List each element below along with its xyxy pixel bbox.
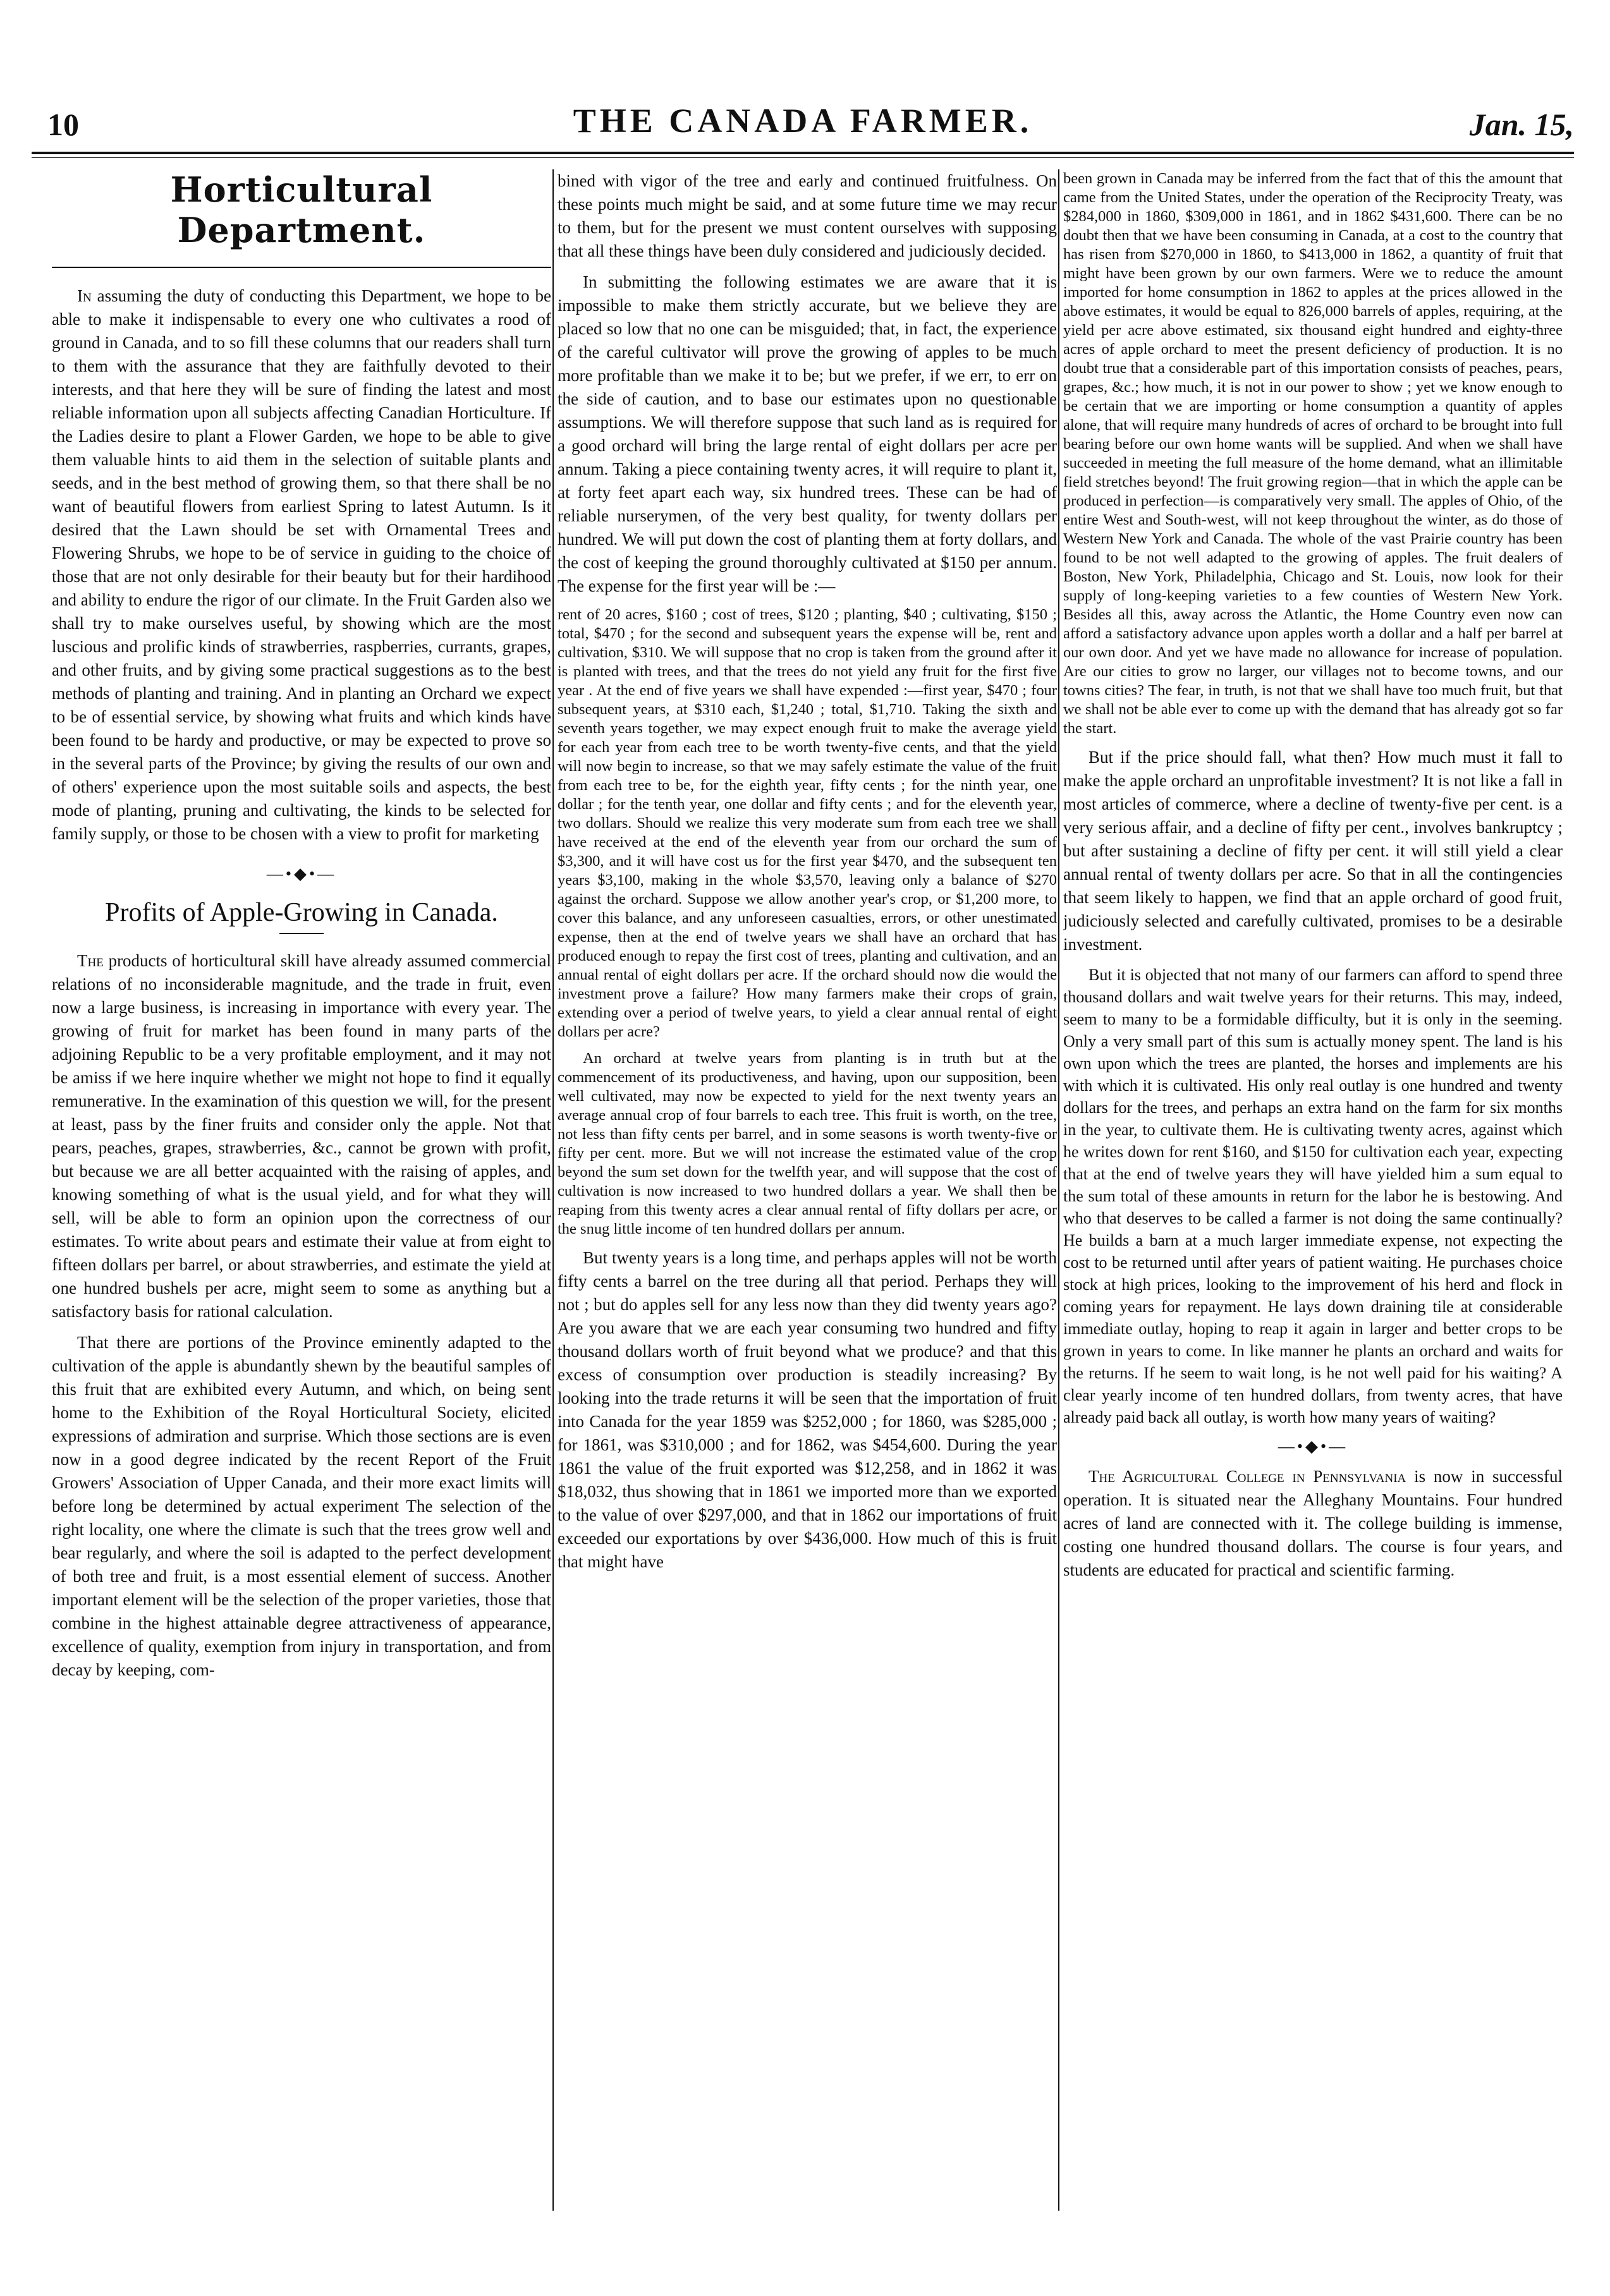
column-2: [558, 169, 1057, 2214]
section-ornament: —•◆•—: [266, 865, 337, 883]
header-rule: [32, 152, 1574, 158]
column-1: [52, 169, 551, 2214]
college-note: [1063, 1465, 1563, 1582]
article-paragraph-4: In submitting the following estimates we are aware that it is impossible to make them strictly accurate, but we believe they are placed so low that no one can be misguided; that, in fact, the experience of the careful cultivator will prove the growing of apples to be much more profitable than we make it to be; but we prefer, if we err, to err on the side of caution, and to base our estimates upon no questionable assumptions. We will therefore suppose that such land as is required for a good orchard will bring the large rental of eight dollars per acre per annum. Taking a piece containing twenty acres, it will require to plant it, at forty feet apart each way, six hundred trees. These can be had of reliable nurserymen, of the very best quality, for twenty dollars per hundred. We will put down the cost of planting them at forty dollars, and the cost of keeping the ground thoroughly cultivated at $150 per annum. The expense for the first year will be :—: [558, 272, 1057, 595]
page-number: 10: [47, 107, 79, 142]
newspaper-title: THE CANADA FARMER.: [573, 102, 1033, 140]
article-paragraph-3: bined with vigor of the tree and early and continued fruitfulness. On these points much might be said, and at some future time we may recur to them, but for the present we must content ourselves with supposing that all these things have been duly considered and judiciously decided.: [558, 171, 1057, 260]
college-ornament: —•◆•—: [1278, 1437, 1348, 1455]
article-paragraph-6: An orchard at twelve years from planting is in truth but at the commencement of its productiveness, and having, upon our supposition, been well cultivated, may now be expected to yield for the next twenty years an average annual crop of four barrels to each tree. This fruit is worth, on the tree, not less than fifty cents per barrel, and in some seasons is worth twenty-five or fifty per cent. more. But we will not increase the estimated value of the crop beyond the sum set down for the twelfth year, and will suppose that the cost of cultivation is now increased to two hundred dollars a year. We shall then be reaping from this twenty acres a clear annual rental of fifty dollars per acre, or the snug little income of ten hundred dollars per annum.: [558, 1050, 1057, 1237]
issue-date: Jan. 15,: [1469, 107, 1574, 142]
intro-lead: In: [77, 286, 92, 305]
page-header: [32, 101, 1574, 152]
college-note-lead: The Agricultural College in Pennsylvania: [1089, 1467, 1406, 1486]
article-paragraph-8: been grown in Canada may be inferred from the fact that of this the amount that came from the United States, under the operation of the Reciprocity Treaty, was $284,000 in 1860, $309,000 in 1861, and in 1862 $431,600. There can be no doubt then that we have been consuming in Canada, at a cost to the country that has risen from $270,000 in 1860, to $413,000 in 1862, a quantity of fruit that might have been grown by our own farmers. Were we to reduce the amount imported for home consumption in 1862 to apples at the prices allowed in the above estimates, it would be equal to 826,000 barrels of apples, requiring, at the yield per acre above estimated, six thousand eight hundred and eighty-three acres of apple orchard to meet the present deficiency of production. It is no doubt true that a considerable part of this importation consists of peaches, pears, grapes, &c.; how much, it is not in our power to show ; yet we know enough to be certain that we are importing or home consumption a quantity of apples alone, that will require many hundreds of acres of orchard to be brought into full bearing before our own home wants will be supplied. And when we shall have succeeded in meeting the full measure of the home demand, what an illimitable field stretches beyond! The fruit growing region—that in which the apple can be produced in perfection—is comparatively very small. The apples of Ohio, of the entire West and South-west, will not keep throughout the winter, as do those of Western New York and Canada. The whole of the vast Prairie country has been found to be not well adapted to the growing of apples. The fruit dealers of Boston, New York, Philadelphia, Chicago and St. Louis, now look for their supply of long-keeping varieties to a few counties of Western New York. Besides all this, away across the Atlantic, the Home Country even now can afford a satisfactory advance upon apples worth a dollar and a half per barrel at our own door. And yet we have made no allowance for increase of population. Are our cities to grow no larger, our villages not to become towns, and our towns cities? The fear, in truth, is not that we shall have too much fruit, but that we shall not be able ever to come up with the demand that has already got so far the start.: [1063, 170, 1563, 737]
column-rule-2: [1058, 169, 1059, 2211]
article-lead: The: [77, 951, 104, 970]
article-paragraph-5: rent of 20 acres, $160 ; cost of trees, $120 ; planting, $40 ; cultivating, $150 ; total, $470 ; for the second and subsequent years the expense will be, rent and cultivation, $310. We will suppose that no crop is taken from the ground after it is planted with trees, and that the trees do not yield any fruit for the first five year . At the end of five years we shall have expended :—first year, $470 ; four subsequent years, at $310 each, $1,240 ; total, $1,710. Taking the sixth and seventh years together, we may expect enough fruit to make the average yield for each year from each tree to be worth twenty-five cents, and that the yield will now begin to increase, so that we may safely estimate the value of the fruit from each tree to be, for the eighth year, fifty cents ; for the ninth year, one dollar ; for the tenth year, one dollar and fifty cents ; and for the eleventh year, two dollars. Should we realize this very moderate sum from each tree we shall have received at the end of the eleventh year from our orchard the sum of $3,300, and it will have cost us for the first year $470, and the subsequent ten years $3,100, making in the whole $3,570, leaving only a balance of $270 against the orchard. Suppose we allow another year's crop, or $1,200 more, to cover this balance, and any unforeseen casualties, errors, or other unestimated expense, then at the end of twelve years we shall have an orchard that has produced enough to repay the first cost of trees, planting and cultivation, and an annual rental of eight dollars per acre. If the orchard should now die would the investment prove a failure? How many farmers make their crops of grain, extending over a period of twelve years, to yield a clear annual rental of eight dollars per acre?: [558, 606, 1057, 1040]
article-paragraph-7: But twenty years is a long time, and perhaps apples will not be worth fifty cents a barrel on the tree during all that period. Perhaps they will not ; but do apples sell for any less now than they did twenty years ago? Are you aware that we are each year consuming two hundred and fifty thousand dollars worth of fruit beyond what we produce? and that this excess of consumption over production is steadily increasing? By looking into the trade returns it will be seen that the importation of fruit into Canada for the year 1859 was $252,000 ; for 1860, was $285,000 ; for 1861, was $310,000 ; and for 1862, was $454,600. During the year 1861 the value of the fruit exported was $12,258, and in 1862 it was $18,032, thus showing that in 1861 we imported more than we exported to the value of over $297,000, and that in 1862 our importations of fruit exceeded our exportations by over $436,000. How much of this is fruit that might have: [558, 1248, 1057, 1571]
article-paragraph-2: That there are portions of the Province eminently adapted to the cultivation of the apple is abundantly shewn by the beautiful samples of this fruit that are exhibited every Autumn, and which, on being sent home to the Exhibition of the Royal Horticultural Society, elicited expressions of admiration and surprise. Which those sections are is even now in a good degree indicated by the recent Report of the Fruit Growers' Association of Upper Canada, and their more exact limits will before long be determined by actual experiment The selection of the right locality, one where the climate is such that the trees grow well and bear regularly, and where the soil is adapted to the perfect development of both tree and fruit, is a most essential element of success. Another important element will be the selection of the proper varieties, those that combine in the highest attainable degree attractiveness of appearance, excellence of quality, exemption from injury in transportation, and from decay by keeping, com-: [52, 1333, 551, 1679]
intro-text: assuming the duty of conducting this Department, we hope to be able to make it indispensable to every one who cultivates a rood of ground in Canada, and to so fill these columns that our readers shall turn to them with the assurance that they are faithfully devoted to their interests, and that here they will be sure of finding the latest and most reliable information upon all subjects affecting Canadian Horticulture. If the Ladies desire to plant a Flower Garden, we hope to be able to give them valuable hints to aid them in the selection of suitable plants and seeds, and in the best method of growing them, so that there shall be no want of beautiful flowers from earliest Spring to latest Autumn. Is it desired that the Lawn should be set with Ornamental Trees and Flowering Shrubs, we hope to be of service in guiding to the choice of those that are not only desirable for their beauty but for their hardihood and ability to endure the rigor of our climate. In the Fruit Garden also we shall try to make ourselves useful, by showing which are the most luscious and prolific kinds of strawberries, raspberries, currants, grapes, and other fruits, and by giving some practical suggestions as to the best methods of planting and training. And in planting an Orchard we expect to be of essential service, by showing what fruits and which kinds have been found to be hardy and productive, or may be expected to prove so in the several parts of the Province; by giving the results of our own and of others' experience upon the most suitable soils and aspects, the best mode of planting, pruning and cultivating, the kinds to be selected for family supply, or those to be chosen with a view to profit for marketing: [52, 286, 551, 843]
article-paragraph-10: But it is objected that not many of our farmers can afford to spend three thousand dollars and wait twelve years for their returns. This may, indeed, seem to many to be a formidable difficulty, but it is only in the seeming. Only a very small part of this sum is actually money spent. The land is his own upon which the trees are planted, the horses and implements are his with which it is cultivated. His only real outlay is one hundred and twenty dollars for the trees, and perhaps an extra hand on the farm for six months in the year, to cultivate them. He is cultivating twenty acres, against which he writes down for rent $160, and $150 for cultivation each year, expecting that at the end of twelve years they will have yielded him a sum equal to the sum total of these amounts in return for the labor he is bestowing. And who that deserves to be called a farmer is not doing the same continually? He builds a barn at a much larger immediate expense, not expecting the cost to be returned until after years of patient waiting. He purchases choice stock at high prices, looking to the improvement of his herd and flock in coming years for repayment. He lays down draining tile at considerable immediate outlay, hoping to reap it again in larger and better crops to be grown in years to come. In like manner he plants an orchard and waits for the returns. If he seem to wait long, is he not well paid for his waiting? A clear yearly income of ten hundred dollars, from twenty acres, that have already paid back all outlay, is worth how many years of waiting?: [1063, 966, 1563, 1426]
title-rule: [279, 933, 324, 934]
column-3: [1063, 169, 1563, 2214]
column-rule-1: [552, 169, 554, 2211]
college-note-text: is now in successful operation. It is situated near the Alleghany Mountains. Four hundred acres of land are connected with it. The college building is immense, costing one hundred thousand dollars. The course is four years, and students are educated for practical and scientific farming.: [1063, 1467, 1563, 1579]
heading-divider: [52, 267, 551, 268]
department-heading: Horticultural Department.: [170, 169, 433, 250]
article-paragraph-1: The products of horticultural skill have already assumed commercial relations of no inconsiderable magnitude, and the trade in fruit, even now a large business, is increasing in importance with every year. The growing of fruit for market has been found in many parts of the adjoining Republic to be a very profitable employment, and it may not be amiss if we here inquire whether we might not hope to find it equally remunerative. In the examination of this question we will, for the present at least, pass by the finer fruits and consider only the apple. Not that pears, peaches, grapes, strawberries, &c., cannot be grown with profit, but because we are all better acquainted with the raising of apples, and knowing something of what is the usual yield, and for what they will sell, will be able to form an opinion upon the correctness of our estimates. To write about pears and estimate their value at from eight to fifteen dollars per barrel, or about strawberries, and estimate the yield at one hundred bushels per acre, might seem to some as anything but a satisfactory basis for rational calculation.: [52, 951, 551, 1321]
article-paragraph-9: But if the price should fall, what then? How much must it fall to make the apple orchard an unprofitable investment? It is not like a fall in most articles of commerce, where a decline of twenty-five per cent. is a very serious affair, and a decline of fifty per cent., involves bankruptcy ; but after sustaining a decline of fifty per cent. it will still yield a clear annual rental of twenty dollars per acre. So that in all the contingencies that seem likely to happen, we find that an apple orchard of good fruit, judiciously selected and carefully cultivated, promises to be a desirable investment.: [1063, 748, 1563, 954]
article-title: Profits of Apple-Growing in Canada.: [105, 898, 498, 927]
intro-paragraph: [52, 284, 551, 846]
